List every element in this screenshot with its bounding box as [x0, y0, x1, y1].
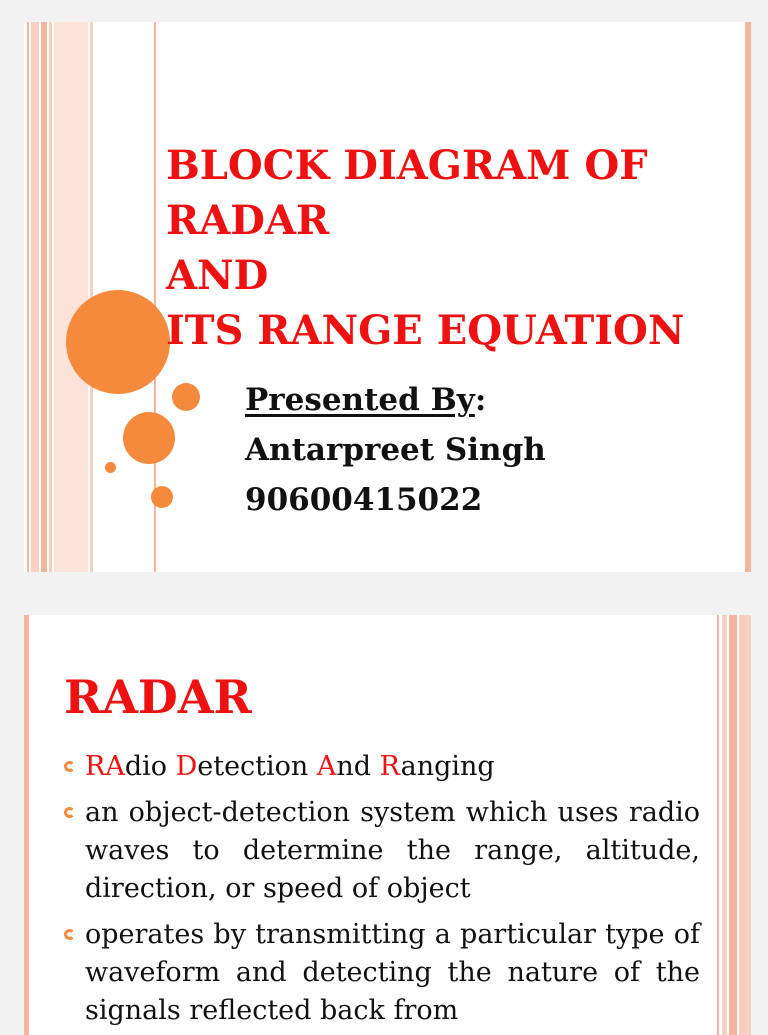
- title-line: ITS RANGE EQUATION: [166, 307, 685, 354]
- stripe-decoration: [24, 615, 29, 1035]
- stripe-decoration: [739, 615, 751, 1035]
- presented-by-colon: :: [474, 382, 487, 418]
- list-item: [64, 794, 700, 908]
- bullet-text: operates by transmitting a particular type of waveform and detecting the nature of the signals reflected back from: [85, 919, 700, 1026]
- stripe-decoration: [54, 22, 88, 572]
- stripe-decoration: [49, 22, 52, 572]
- small-circle-decoration: [172, 383, 200, 411]
- stripe-decoration: [27, 22, 29, 572]
- acronym-text: anging: [400, 751, 495, 782]
- medium-circle-decoration: [123, 412, 175, 464]
- bullet-text: an object-detection system which uses radio waves to determine the range, altitude, direction, or speed of object: [85, 797, 700, 904]
- content-slide: [24, 615, 751, 1035]
- list-item: [64, 916, 700, 1030]
- slide-title: [166, 138, 741, 358]
- acronym-expansion: [85, 751, 495, 782]
- stripe-decoration: [722, 615, 727, 1035]
- stripe-decoration: [41, 22, 47, 572]
- title-slide: [24, 22, 751, 572]
- stripe-decoration: [745, 22, 751, 572]
- bullet-list: [64, 748, 700, 1035]
- acronym-letter: R: [379, 751, 401, 782]
- presenter-name: Antarpreet Singh: [245, 432, 546, 468]
- list-item: [64, 748, 700, 786]
- bullet-icon: [64, 929, 75, 940]
- bullet-icon: [64, 761, 75, 772]
- stripe-decoration: [31, 22, 39, 572]
- presenter-id: 90600415022: [245, 482, 483, 518]
- slide-heading: RADAR: [64, 670, 252, 724]
- acronym-letter: A: [316, 751, 337, 782]
- acronym-text: dio: [124, 751, 176, 782]
- stripe-decoration: [729, 615, 737, 1035]
- large-circle-decoration: [66, 290, 170, 394]
- title-line: BLOCK DIAGRAM OF: [166, 142, 648, 189]
- acronym-text: nd: [336, 751, 380, 782]
- acronym-text: etection: [197, 751, 317, 782]
- presenter-block: [245, 375, 546, 525]
- presented-by-line: [245, 375, 546, 425]
- stripe-decoration: [717, 615, 719, 1035]
- bullet-icon: [64, 807, 75, 818]
- tiny-circle-decoration: [105, 462, 116, 473]
- acronym-letter: D: [175, 751, 198, 782]
- acronym-letter: RA: [85, 751, 125, 782]
- presented-by-label: Presented By: [245, 382, 475, 418]
- small-circle-decoration: [151, 486, 173, 508]
- title-line: AND: [166, 252, 269, 299]
- title-line: RADAR: [166, 197, 330, 244]
